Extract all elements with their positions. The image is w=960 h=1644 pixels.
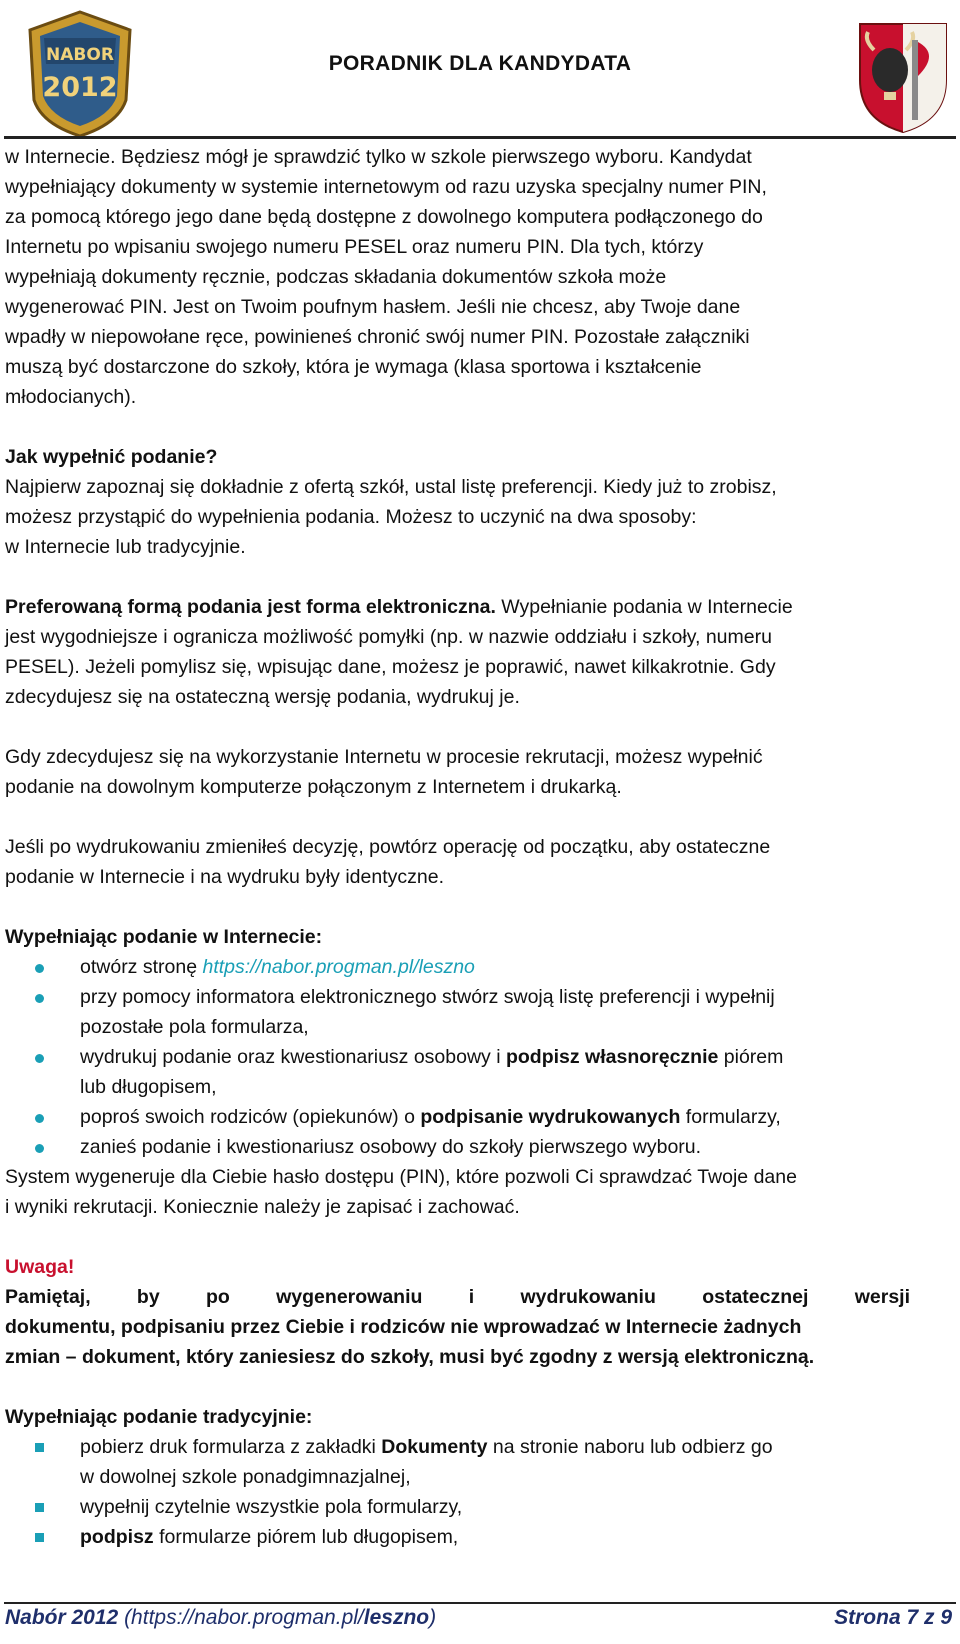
text-span: formularze piórem lub długopisem, <box>153 1526 459 1548</box>
list-item <box>5 1042 957 1102</box>
text-line: podanie w Internecie i na wydruku były identyczne. <box>5 866 444 888</box>
square-bullet-icon <box>35 1503 44 1512</box>
list-item <box>5 1522 957 1552</box>
bullet-icon <box>35 1144 44 1153</box>
warning-paragraph <box>5 1282 957 1372</box>
bullet-icon <box>35 1054 44 1063</box>
text-line: młodocianych). <box>5 386 137 408</box>
bold-span: podpisz <box>80 1526 154 1548</box>
preferred-form-paragraph <box>5 592 957 712</box>
text-line: Gdy zdecydujesz się na wykorzystanie Internetu w procesie rekrutacji, możesz wypełnić <box>5 746 763 768</box>
intro-paragraph <box>5 142 957 412</box>
text-span: pozostałe pola formularza, <box>80 1016 309 1038</box>
footer-url-prefix: (https://nabor.progman.pl/ <box>118 1606 364 1629</box>
list-item <box>5 952 957 982</box>
text-span: poproś swoich rodziców (opiekunów) o <box>80 1106 421 1128</box>
internet-usage-paragraph <box>5 742 957 802</box>
text-line: dokumentu, podpisaniu przez Ciebie i rodziców nie wprowadzać w Internecie żadnych <box>5 1316 802 1338</box>
text-line: wpadły w niepowołane ręce, powinieneś chronić swój numer PIN. Pozostałe załączniki <box>5 326 750 348</box>
logo-year-text: 2012 <box>42 72 118 103</box>
online-steps-list <box>5 952 957 1162</box>
text-line: muszą być dostarczone do szkoły, która je wymaga (klasa sportowa i kształcenie <box>5 356 702 378</box>
pin-info-paragraph <box>5 1162 957 1222</box>
text-line: wypełniają dokumenty ręcznie, podczas składania dokumentów szkoła może <box>5 266 667 288</box>
list-item <box>5 1132 957 1162</box>
text-line: za pomocą którego jego dane będą dostępne z dowolnego komputera podłączonego do <box>5 206 763 228</box>
text-line: System wygeneruje dla Ciebie hasło dostępu (PIN), które pozwoli Ci sprawdzać Twoje dane <box>5 1166 797 1188</box>
text-span: pobierz druk formularza z zakładki <box>80 1436 382 1458</box>
text-span: zanieś podanie i kwestionariusz osobowy do szkoły pierwszego wyboru. <box>80 1136 702 1158</box>
text-line: wygenerować PIN. Jest on Twoim poufnym hasłem. Jeśli nie chcesz, aby Twoje dane <box>5 296 741 318</box>
text-span: piórem <box>718 1046 784 1068</box>
list-item <box>5 1102 957 1132</box>
list-item <box>5 982 957 1042</box>
list-item <box>5 1492 957 1522</box>
warning-label: Uwaga! <box>5 1256 75 1278</box>
traditional-steps-list <box>5 1432 957 1552</box>
text-line: podanie na dowolnym komputerze połączonym z Internetem i drukarką. <box>5 776 622 798</box>
coat-of-arms-icon <box>854 20 952 136</box>
text-line: jest wygodniejsze i ogranicza możliwość pomyłki (np. w nazwie oddziału i szkoły, numeru <box>5 626 772 648</box>
text-span: wypełnij czytelnie wszystkie pola formularzy, <box>80 1496 463 1518</box>
section-heading-traditional: Wypełniając podanie tradycyjnie: <box>5 1406 313 1428</box>
page-number: Strona 7 z 9 <box>834 1606 952 1629</box>
text-line: zdecydujesz się na ostateczną wersję podania, wydrukuj je. <box>5 686 520 708</box>
square-bullet-icon <box>35 1443 44 1452</box>
text-line: Pamiętaj, by po wygenerowaniu i wydrukowaniu ostatecznej wersji <box>5 1286 910 1308</box>
text-line: w Internecie. Będziesz mógł je sprawdzić tylko w szkole pierwszego wyboru. Kandydat <box>5 146 752 168</box>
bullet-icon <box>35 1114 44 1123</box>
text-line: i wyniki rekrutacji. Koniecznie należy je zapisać i zachować. <box>5 1196 520 1218</box>
text-line: PESEL). Jeżeli pomylisz się, wpisując dane, możesz je poprawić, nawet kilkakrotnie. Gdy <box>5 656 776 678</box>
text-line: w Internecie lub tradycyjnie. <box>5 536 246 558</box>
section-heading-how-to-fill: Jak wypełnić podanie? <box>5 446 218 468</box>
text-line: zmian – dokument, który zaniesiesz do szkoły, musi być zgodny z wersją elektroniczną. <box>5 1346 815 1368</box>
text-line: możesz przystąpić do wypełnienia podania. Możesz to uczynić na dwa sposoby: <box>5 506 697 528</box>
text-line: Najpierw zapoznaj się dokładnie z ofertą szkół, ustal listę preferencji. Kiedy już to zrobisz, <box>5 476 777 498</box>
text-line: Internetu po wpisaniu swojego numeru PESEL oraz numeru PIN. Dla tych, którzy <box>5 236 704 258</box>
list-item <box>5 1432 957 1492</box>
footer-source <box>5 1606 436 1630</box>
changed-decision-paragraph <box>5 832 957 892</box>
bullet-icon <box>35 964 44 973</box>
page-content <box>5 142 957 1552</box>
square-bullet-icon <box>35 1533 44 1542</box>
logo-nabor-text: NABOR <box>46 45 114 65</box>
text-span: na stronie naboru lub odbierz go <box>487 1436 773 1458</box>
bold-span: Dokumenty <box>381 1436 488 1458</box>
footer-url-bold: leszno <box>363 1606 430 1629</box>
section-heading-online: Wypełniając podanie w Internecie: <box>5 926 323 948</box>
text-span: przy pomocy informatora elektronicznego stwórz swoją listę preferencji i wypełnij <box>80 986 775 1008</box>
preferred-form-bold: Preferowaną formą podania jest forma elektroniczna. <box>5 596 496 618</box>
footer-divider <box>4 1602 956 1604</box>
bold-span: podpisz własnoręcznie <box>505 1046 719 1068</box>
text-span: otwórz stronę <box>80 956 203 978</box>
footer-title: Nabór 2012 <box>5 1606 119 1629</box>
text-line: wypełniający dokumenty w systemie internetowym od razu uzyska specjalny numer PIN, <box>5 176 767 198</box>
text-span: wydrukuj podanie oraz kwestionariusz osobowy i <box>80 1046 506 1068</box>
nabor-link[interactable]: https://nabor.progman.pl/leszno <box>202 956 475 978</box>
text-line: Wypełnianie podania w Internecie <box>495 596 793 618</box>
page-header-title: PORADNIK DLA KANDYDATA <box>328 52 632 75</box>
text-span: w dowolnej szkole ponadgimnazjalnej, <box>80 1466 411 1488</box>
bold-span: podpisanie wydrukowanych <box>420 1106 681 1128</box>
bullet-icon <box>35 994 44 1003</box>
text-span: lub długopisem, <box>80 1076 217 1098</box>
footer-url-suffix: ) <box>429 1606 437 1629</box>
text-span: formularzy, <box>680 1106 781 1128</box>
header-divider <box>4 136 956 139</box>
text-line: Jeśli po wydrukowaniu zmieniłeś decyzję, powtórz operację od początku, aby ostateczne <box>5 836 771 858</box>
how-to-fill-paragraph <box>5 472 957 562</box>
